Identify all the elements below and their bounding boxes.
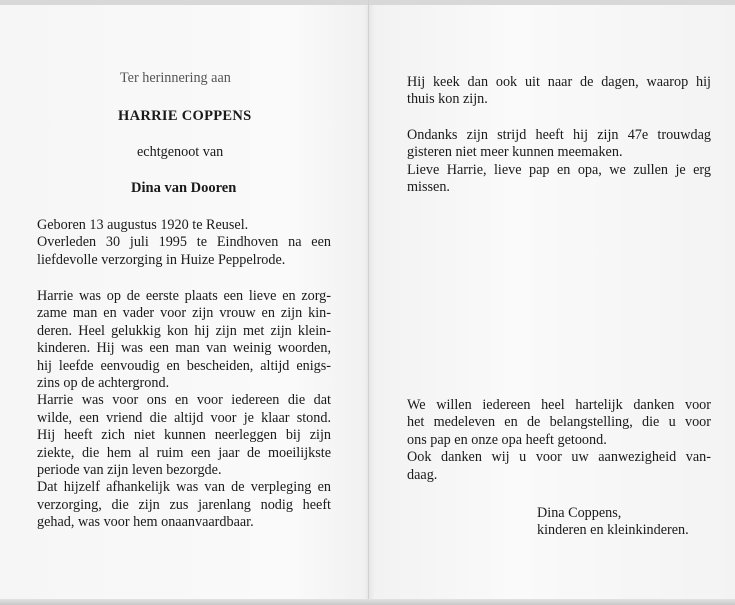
right-mid-line: Ondanks zijn strijd heeft hij zijn 47e trouwdag (407, 127, 711, 143)
tribute-line: Hij heeft zich niet kunnen neerleggen bij zijn (37, 427, 331, 444)
signature-line: Dina Coppens, (537, 505, 622, 521)
thanks-line: We willen iedereen heel hartelijk danken voor (407, 397, 711, 413)
died-line-1: Overleden 30 juli 1995 te Eindhoven na een (37, 234, 331, 251)
tribute-line: deren. Heel gelukkig kon hij zijn met zijn klein- (37, 322, 331, 339)
right-top-line: thuis kon zijn. (407, 91, 488, 108)
right-mid-line: Lieve Harrie, lieve pap en opa, we zullen je erg (407, 161, 711, 178)
tribute-line: kinderen. Hij was een man van weinig woorden, (37, 340, 331, 357)
tribute-line: hij leefde eenvoudig en bescheiden, altijd enigs- (37, 357, 331, 374)
signature-line: kinderen en kleinkinderen. (537, 522, 689, 539)
tribute-line: wilde, een vriend die altijd voor je klaar stond. (37, 409, 331, 426)
tribute-paragraph (37, 288, 331, 532)
tribute-line: Harrie was op de eerste plaats een lieve en zorg- (37, 288, 331, 304)
spouse-name: Dina van Dooren (131, 180, 237, 196)
tribute-line: Harrie was voor ons en voor iedereen die dat (37, 392, 331, 409)
thanks-line: daag. (407, 466, 438, 483)
right-mid-paragraph (407, 127, 711, 197)
deceased-name: HARRIE COPPENS (118, 108, 252, 124)
thanks-paragraph (407, 397, 711, 484)
tribute-line: ziekte, die hem al ruim een jaar de moeilijkste (37, 444, 331, 461)
thanks-line: ons pap en onze opa heeft getoond. (407, 431, 607, 448)
tribute-line: verzorging, die zijn zus jarenlang nodig heeft (37, 496, 331, 513)
relation-text: echtgenoot van (137, 144, 224, 160)
intro-text: Ter herinnering aan (120, 70, 231, 86)
tribute-line: Dat hijzelf afhankelijk was van de verpleging en (37, 479, 331, 496)
birth-death-block (37, 217, 331, 269)
right-mid-line: gisteren niet meer kunnen meemaken. (407, 144, 623, 161)
tribute-line: zame man en vader voor zijn vrouw en zijn kin- (37, 305, 331, 322)
born-line: Geboren 13 augustus 1920 te Reusel. (37, 217, 249, 233)
card-bottom-edge (0, 599, 735, 605)
died-line-2: liefdevolle verzorging in Huize Peppelrode. (37, 251, 286, 268)
signature-block (537, 505, 717, 540)
thanks-line: Ook danken wij u voor uw aanwezigheid van- (407, 449, 711, 466)
card-fold-line (368, 0, 369, 605)
tribute-line: gehad, was voor hem onaanvaardbaar. (37, 514, 254, 531)
right-top-paragraph (407, 74, 711, 109)
right-mid-line: missen. (407, 179, 450, 196)
tribute-line: zins op de achtergrond. (37, 375, 170, 392)
thanks-line: het medeleven en de belangstelling, die u voor (407, 414, 711, 431)
right-top-line: Hij keek dan ook uit naar de dagen, waarop hij (407, 74, 711, 90)
tribute-line: periode van zijn leven bezorgde. (37, 462, 222, 479)
